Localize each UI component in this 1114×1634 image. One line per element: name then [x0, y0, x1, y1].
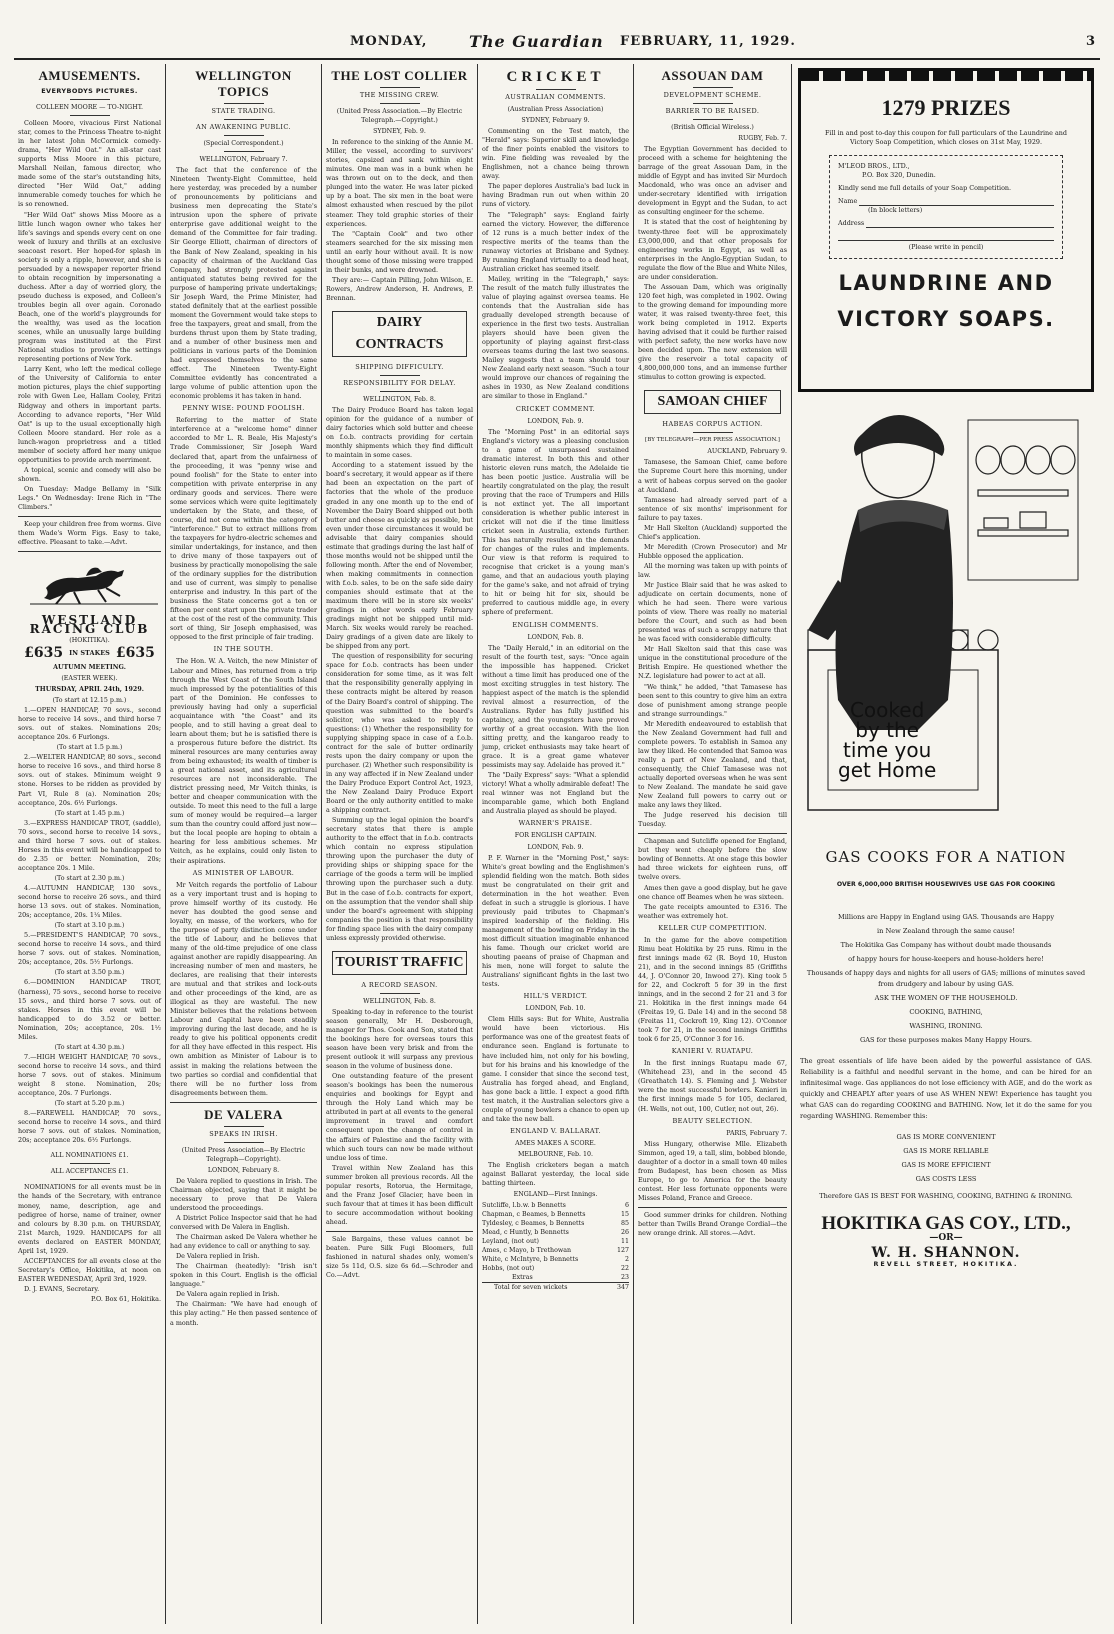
coupon-pencil: (Please write in pencil) [908, 243, 984, 251]
paragraph: Tamasese, the Samoan Chief, came before the Supreme Court here this morning, under a writ of habeas corpus served on the gaoler at Auckland. [638, 458, 787, 494]
worms-advert: Keep your children free from worms. Give them Wade's Worm Figs. Easy to take, effective. Pleasant to take.—Advt. [18, 520, 161, 547]
divider [536, 89, 576, 90]
race-entry: 1.—OPEN HANDICAP, 70 sovs., second horse to receive 14 sovs., and third horse 7 sovs. out of stakes. Nominations 20s; acceptance 20s. 6 Furlongs. [18, 706, 161, 742]
race-list [18, 696, 161, 1145]
dateline: LONDON, Feb. 9. [527, 417, 584, 425]
runs: 26 [620, 1229, 629, 1237]
amusements-body [18, 119, 161, 512]
racehorse-illustration [26, 562, 153, 606]
or-divider: —OR— [929, 1233, 963, 1243]
table-row [482, 1210, 629, 1219]
secretary-name: D. J. EVANS, Secretary. [24, 1284, 100, 1293]
shannon-name: W. H. SHANNON. [871, 1245, 1021, 1261]
coupon-box: P.O. Box 320, Dunedin. [862, 171, 936, 179]
sub-hills-verdict: HILL'S VERDICT. [523, 992, 588, 1001]
gas-paragraph: The great essentials of life have been aided by the powerful assistance of GAS. Reliability is a faithful and needful servant in the home, and can be hired for an infinitesimal wage. Gas appliances do not lose efficiency with AGE, and do the work as quickly and CHEAPLY after years of use AS WHEN NEW! Experience has taught you what GAS can do regarding COOKING and BATHING. Now, let it do the same for you regarding WASHING. Remember this: [800, 1057, 1092, 1120]
dateline: WELLINGTON, Feb. 8. [363, 395, 436, 403]
table-row [482, 1201, 629, 1210]
soap-competition-advert [798, 68, 1094, 392]
coupon-name-label: Name [838, 197, 858, 205]
table-row [482, 1273, 629, 1283]
column-amusements [14, 64, 166, 1624]
table-row [482, 1237, 629, 1246]
heading-dairy-contracts: DAIRY CONTRACTS [332, 311, 467, 357]
sub-penny-wise: PENNY WISE: POUND FOOLISH. [182, 404, 305, 413]
divider [224, 151, 264, 152]
total-label: Total for seven wickets [482, 1283, 614, 1293]
scorecard-table [482, 1201, 629, 1292]
coupon-to: M'LEOD BROS., LTD., [838, 162, 910, 170]
acceptances-notice: ACCEPTANCES for all events close at the Secretary's Office, Hokitika, at noon on EASTER WEDNESDAY, April 3rd, 1929. [18, 1256, 161, 1283]
race-time: (To start at 1.5 p.m.) [56, 744, 123, 752]
table-row [482, 1228, 629, 1237]
paragraph: The Chairman asked De Valera whether he had any evidence to call or anything to say. [170, 1233, 317, 1251]
runs: 22 [620, 1265, 629, 1273]
runs: 2 [624, 1256, 629, 1264]
association-line: (Australian Press Association) [507, 106, 604, 113]
gas-line: COOKING, BATHING, [909, 1008, 983, 1016]
paragraph: The Chairman: "We have had enough of this play acting." He then passed sentence of a month. [170, 1300, 317, 1327]
paragraph: Commenting on the Test match, the "Herald" says: Superior skill and knowledge of the finer points enabled the visitors to win. Fine fielding was revealed by the Englishmen, not a chance being thrown away. [482, 127, 629, 181]
divider [693, 432, 733, 433]
gas-line: WASHING, IRONING. [909, 1022, 983, 1030]
gas-line: in New Zealand through the same cause! [877, 927, 1015, 935]
paragraph: The fact that the conference of the Nineteen Twenty-Eight Committee, held here yesterday, was preceded by a number of pronouncements by politicians and business men deprecating the State's intrusion upon the sphere of private enterprise gave additional weight to the demand of the Committee for fair trading. Sir George Elliott, chairman of directors of the Bank of New Zealand, speaking in his capacity of chairman of the Auckland Gas Company, had strongly protested against antiquated statutes being revived for the purpose of hampering private undertakings; Sir Joseph Ward, the Prime Minister, had stated definitely that at the earliest possible moment the Government would take steps to free the taxpayers, great and small, from the burdens thrust upon them by State trading, and a number of other business men and politicians in various parts of the Dominion had expressed themselves to the same effect. The Nineteen Twenty-Eight Committee evidently has concentrated a large volume of public attention upon the economic problems it has taken in hand. [170, 166, 317, 401]
paragraph: Summing up the legal opinion the board's secretary states that there is ample authority to the effect that in f.o.b. contracts which contain no express stipulation throwing upon the purchaser the duty of providing ships or shipping space for the carriage of the goods a term will be implied throwing upon the purchaser such a duty. But in the case of f.o.b. contracts for export, on the assumption that the vendor shall ship under the board's agreement with shipping companies the position is that responsibility for finding space lies with the dairy company unless expressly provided otherwise. [326, 816, 473, 942]
sub-english-captain: FOR ENGLISH CAPTAIN. [514, 832, 597, 840]
gas-over-line: OVER 6,000,000 BRITISH HOUSEWIVES USE GAS FOR COOKING [836, 881, 1056, 888]
paragraph: De Valera replied in Irish. [176, 1252, 260, 1261]
race-entry: 7.—HIGH WEIGHT HANDICAP, 70 sovs., second horse to receive 14 sovs., and third horse 7 sovs. out of stakes. Minimum weight 8 stone. Nomination, 20s; acceptance, 20s. 7 Furlongs. [18, 1052, 161, 1098]
race-time: (To start at 1.45 p.m.) [54, 809, 125, 817]
paragraph: De Valera again replied in Irish. [176, 1290, 280, 1299]
association-line: (British Official Wireless.) [671, 124, 754, 131]
batsman: Extras [512, 1274, 533, 1282]
dateline: MELBOURNE, Feb. 10. [517, 1150, 594, 1158]
divider [638, 1207, 787, 1208]
gas-line: Thousands of happy days and nights for all users of GAS; millions of minutes saved from drudgery and labour by using GAS. [806, 969, 1086, 988]
paragraph: De Valera replied to questions in Irish. The Chairman objected, saying that it might be necessary to prove that De Valera understood the proceedings. [170, 1176, 317, 1212]
race-time: (To start at 3.50 p.m.) [54, 969, 125, 977]
shannon-address: REVELL STREET, HOKITIKA. [873, 1260, 1019, 1268]
table-row [482, 1219, 629, 1228]
gas-benefit: GAS COSTS LESS [915, 1175, 977, 1183]
race-entry: 6.—DOMINION HANDICAP TROT, (harness), 75 sovs., second horse to receive 15 sovs., and third horse 7 sovs. out of stakes. Horses in this event will be handicapped to do 3.52 or better. Nomination, 20s; acceptance, 20s. 1½ Miles. [18, 978, 161, 1041]
divider [224, 1142, 264, 1143]
coupon[interactable] [829, 155, 1063, 259]
batsman: Tyldesley, c Beames, b Bennetts [482, 1220, 585, 1228]
divider [70, 1179, 110, 1180]
paragraph: Colleen Moore, vivacious First National star, comes to the Princess Theatre to-night in her latest John McCormick comedy-drama, "Her Wild Oat." An all-star cast supports Miss Moore in this picture, Marshall Neilan, famous director, who made some of the star's outstanding hits, directed "Her Wild Oat," adding innumerable comedy touches for which he is so renowned. [18, 119, 161, 209]
table-row-total [482, 1283, 629, 1293]
competition-text: Fill in and post to-day this coupon for full particulars of the Laundrine and Victory Soap Competition, which closes on 31st May, 1929. [825, 129, 1067, 146]
sub-record-season: A RECORD SEASON. [361, 980, 438, 989]
heading-assouan-dam: ASSOUAN DAM [661, 68, 764, 83]
paragraph: One outstanding feature of the present season's bookings has been the numerous enquiries and bookings for Egypt and through the Holy Land which may be attributed in part at all events to the general improvement in travel and comfort consequent upon the change of control in the affairs of Palestine and the facility with which such tours can now be made without undue loss of time. [326, 1072, 473, 1162]
paragraph: All the morning was taken up with points of law. [638, 561, 787, 579]
race-time: (To start at 12.15 p.m.) [52, 697, 127, 705]
sub-missing-crew: THE MISSING CREW. [359, 91, 440, 99]
divider [380, 375, 420, 376]
batsman: Hobbs, (not out) [482, 1265, 535, 1273]
racing-hokitika: (HOKITIKA). [69, 637, 110, 645]
divider [18, 516, 161, 517]
paragraph: The Assouan Dam, which was originally 120 feet high, was completed in 1902. Owing to the growing demand for impounding more water, it was raised twenty-three feet, this work being completed in 1912. Experts having advised that it could be further raised with perfect safety, the new works have now been decided upon. The new extension will give the reservoir a total capacity of 4,800,000,000 tons, and an immense further stimulus to cotton growing is expected. [638, 282, 787, 382]
heading-de-valera: DE VALERA [204, 1106, 283, 1122]
runs: 127 [616, 1247, 629, 1255]
coupon-line[interactable] [838, 232, 1054, 241]
table-row [482, 1264, 629, 1273]
coupon-name-line[interactable] [859, 197, 1054, 206]
paragraph: A District Police Inspector said that he had conversed with De Valera in English. [170, 1214, 317, 1232]
divider [693, 87, 733, 88]
batsman: White, c McIntyre, b Bennetts [482, 1256, 579, 1264]
paragraph: Miss Hungary, otherwise Mlle. Elizabeth Simmon, aged 19, a tall, slim, bobbed blonde, daughter of a doctor in a small town 40 miles from Budapest, has been chosen as Miss Europe, to go to America for the beauty contest. Her less fortunate opponents were Misses Poland, France and Greece. [638, 1139, 787, 1202]
page-number: 3 [1085, 34, 1096, 49]
heading-wellington-topics: WELLINGTON TOPICS [195, 68, 292, 99]
divider [380, 103, 420, 104]
sub-cricket-comment: CRICKET COMMENT. [515, 404, 596, 413]
paragraph: A topical, scenic and comedy will also be shown. [18, 465, 161, 483]
gas-line: The Hokitika Gas Company has without doubt made thousands [840, 941, 1052, 949]
paragraph: In the first innings Ruatapu made 67, (Whitehead 23), and in the second 45 (Greathatch 14). S. Fleming and J. Webster were the most successful bowlers. Kanieri in the first innings made 5 for 105, declared, (H. Wells, not out, 100, Cutler, not out, 26). [638, 1059, 787, 1113]
stakes-amount: £635 [24, 645, 64, 662]
sub-minister-of-labour: AS MINISTER OF LABOUR. [192, 868, 295, 877]
sub-shipping-difficulty: SHIPPING DIFFICULTY. [355, 362, 444, 371]
divider [224, 119, 264, 120]
masthead-title: The Guardian [469, 32, 604, 51]
batsman: Chapman, c Beames, b Bennetts [482, 1211, 586, 1219]
cooked-line: time you [842, 738, 932, 762]
racing-club-title: WESTLAND RACING CLUB [29, 613, 150, 637]
paragraph: Tamasese had already served part of a sentence of six months' imprisonment for failure to pay taxes. [638, 495, 787, 522]
dateline: LONDON, Feb. 8. [527, 633, 584, 641]
divider [224, 135, 264, 136]
paragraph: Mr Hall Skelton said that this case was unique in the constitutional procedure of the British Empire. He questioned whether the N.Z. legislature had power to act at all. [638, 645, 787, 681]
all-acceptances: ALL ACCEPTANCES £1. [50, 1168, 129, 1176]
paragraph: P. F. Warner in the "Morning Post," says: White's great bowling and the Englishmen's splendid fielding won the match. Both sides must be congratulated on their grit and determination in the hot weather. Even defeat in such a struggle is glorious. I have previously paid tributes to Chapman's inspired leadership of the fielding. His management of the bowling on Friday in the most difficult situation imaginable enhanced his fame. Though our cricket world are shouting paeans of praise of Chapman and his men, none will forget to salute the Australians' significant fights in the last two tests. [482, 853, 629, 989]
sub-in-the-south: IN THE SOUTH. [213, 645, 274, 654]
sub-england-ballarat: ENGLAND V. BALLARAT. [510, 1126, 601, 1135]
gas-line: Millions are Happy in England using GAS. Thousands are Happy [837, 913, 1055, 921]
divider [380, 391, 420, 392]
prizes-headline: 1279 PRIZES [881, 95, 1011, 120]
gas-company-name: HOKITIKA GAS COY., LTD., [821, 1213, 1071, 1234]
gas-line: GAS for these purposes makes Many Happy Hours. [860, 1036, 1032, 1044]
autumn-meeting: AUTUMN MEETING. [53, 663, 126, 671]
coupon-address-line[interactable] [866, 219, 1054, 228]
coupon-name-row [838, 197, 1054, 206]
sub-beauty-selection: BEAUTY SELECTION. [672, 1116, 753, 1125]
cooking-illustration-advert [798, 400, 1094, 840]
paragraph: They are:— Captain Pilling, John Wilson, E. Rowers, Andrew Anderson, H. Andrews, P. Brennan. [326, 275, 473, 302]
dateline: SYDNEY, Feb. 9. [373, 128, 426, 136]
sub-australian-comments: AUSTRALIAN COMMENTS. [505, 93, 606, 101]
race-time: (To start at 5.20 p.m.) [54, 1100, 125, 1108]
innings-heading: ENGLAND—First Innings. [513, 1191, 598, 1199]
heading-tourist-traffic: TOURIST TRAFFIC [332, 951, 467, 975]
sub-kanieri-ruatapu: KANIERI V. RUATAPU. [671, 1047, 754, 1056]
gas-headline: GAS COOKS FOR A NATION [825, 848, 1067, 866]
paragraph: Travel within New Zealand has this summer broken all previous records. All the popular resorts, Rotorua, the Hermitage, and the Franz Josef Glacier, have been in such favour that at times it has been difficult to secure accommodation without booking ahead. [326, 1163, 473, 1226]
gas-benefit: GAS IS MORE CONVENIENT [896, 1133, 996, 1141]
heading-lost-collier: THE LOST COLLIER [331, 68, 468, 83]
cooked-line: get Home [838, 758, 937, 782]
stakes-amount-right: £635 [115, 645, 155, 662]
divider [18, 551, 161, 552]
heading-amusements: AMUSEMENTS. [38, 68, 141, 83]
paragraph: In the game for the above competition Rimu beat Hokitika by 25 runs. Rimu in the first innings made 62 (R. Boyd 10, Huston 21), and in the second innings 85 (Griffiths 44, J. O'Connor 20, Inwood 27). King took 5 for 22, and Cockroft 5 for 39 in the first innings, and in the second 2 for 21 and 3 for 21. Hokitika in the first innings made 64 (Freitas 19, G. Dale 14) and in the second 58 (Freitas 11, Cockroft 19, King 12). O'Connor took 7 for 21, in the second innings Griffiths took 6 for 25, O'Connor 3 for 16. [638, 935, 787, 1044]
table-row [482, 1255, 629, 1264]
cooked-line: Cooked [849, 698, 925, 722]
paragraph: The Egyptian Government has decided to proceed with a scheme for heightening the barrage of the great Assouan Dam, in the middle of Egypt and has invited Sir Murdoch Macdonald, who was once an adviser and under-secretary identified with irrigation development in Egypt and the Sudan, to act as consulting engineer for the scheme. [638, 145, 787, 217]
paragraph: The Judge reserved his decision till Tuesday. [638, 811, 787, 829]
divider [380, 87, 420, 88]
sub-ames-score: AMES MAKES A SCORE. [515, 1139, 596, 1147]
coupon-address-label: Address [838, 219, 865, 227]
divider [70, 115, 110, 116]
column-assouan-dam [634, 64, 792, 1624]
sub-keller-cup: KELLER CUP COMPETITION. [658, 923, 767, 932]
paragraph: Speaking to-day in reference to the tourist season generally, Mr H. Desborough, manager for Thos. Cook and Son, stated that the bookings here for overseas tours this season have been very brisk and from the present outlook it will surpass any previous season in the volume of business done. [326, 1007, 473, 1071]
paragraph: According to a statement issued by the board's secretary, it would appear as if there had been an expectation on the part of factories that the whole of the produce graded in any one month up to the end of November the Dairy Board shipped out both butter and cheese as quickly as possible, but even under those circumstances it would be advisable that dairy companies should estimate that gradings during the last half of those months would not be shipped until the following month. After the end of November, when making commitments in connection with f.o.b. sales, to be on the safe side dairy companies should estimate that at the maximum there will be in store six weeks' gradings in other words early February gradings might not be shipped until mid-March. Six weeks would rarely be reached. Dairy gradings of a given date are likely to be shipped from any port. [326, 461, 473, 651]
paragraph: Larry Kent, who left the medical college of the University of California to enter motion pictures, plays the chief supporting role with Gwen Lee, Hallam Cooley, Fritzi Ridgway and others in important parts. According to advance reports, "Her Wild Oat" is up to the usual exceptionally high Colleen Moore standard. Her role as a lunch-wagon proprietress and a titled member of society afford her many unique opportunities to provide arch merriment. [18, 365, 161, 464]
divider [70, 99, 110, 100]
gas-therefore: Therefore GAS IS BEST FOR WASHING, COOKING, BATHING & IRONING. [819, 1192, 1073, 1200]
paragraph: The Chairman (heatedly): "Irish isn't spoken in this Court. English is the official language." [170, 1262, 317, 1289]
secretary-box: P.O. Box 61, Hokitika. [91, 1294, 161, 1303]
masthead-day: MONDAY, [350, 34, 428, 49]
dateline: LONDON, February 8. [207, 1166, 280, 1174]
race-time: (To start at 4.30 p.m.) [54, 1043, 125, 1051]
paragraph: The gate receipts amounted to £316. The weather was extremely hot. [638, 902, 787, 920]
runs: 23 [620, 1274, 629, 1282]
gas-benefit: GAS IS MORE EFFICIENT [901, 1161, 991, 1169]
paragraph: Mr Justice Blair said that he was asked to adjudicate on certain documents, none of which he had seen. There were various points of view. There was really no material before the Court, and such as had been presented was of such a scrappy nature that he was faced with considerable difficulty. [638, 581, 787, 644]
association-line: (United Press Association—By Electric Telegraph—Copyright). [181, 1146, 306, 1163]
race-entry: 8.—FAREWELL HANDICAP, 70 sovs., second horse to receive 14 sovs., and third horse 7 sovs. out of stakes. Nomination, 20s; acceptance 20s. 6½ Furlongs. [18, 1109, 161, 1145]
gas-company-advert [800, 848, 1092, 1270]
sub-barrier: BARRIER TO BE RAISED. [665, 107, 760, 115]
advertisements-column [792, 64, 1100, 1624]
dateline: SYDNEY, February 9. [521, 117, 590, 125]
paragraph: Mr Meredith (Crown Prosecutor) and Mr Hubble opposed the application. [638, 542, 787, 560]
runs: 85 [620, 1220, 629, 1228]
all-nominations: ALL NOMINATIONS £1. [50, 1152, 129, 1160]
paragraph: Mr Meredith endeavoured to establish that the New Zealand Government had full and complete powers. To establish in Samoa any law they liked. He contended that Samoa was really a part of New Zealand, and that, consequently, the Chief Tamasese was not actually deported overseas when he was sent to New Zealand. The mandate he said gave New Zealand full powers to carry out or make any laws they liked. [638, 719, 787, 810]
easter-week: (EASTER WEEK). [61, 674, 118, 682]
batsman: Leyland, (not out) [482, 1238, 539, 1246]
sub-habeas-corpus: HABEAS CORPUS ACTION. [662, 420, 763, 429]
paragraph: The "Captain Cook" and two other steamers searched for the six missing men until an early hour without avail. It is now thought some of those missing were trapped in their bunks, and were drowned. [326, 229, 473, 274]
dateline: PARIS, February 7. [726, 1129, 787, 1137]
paragraph: "Her Wild Oat" shows Miss Moore as a little lunch wagon owner who takes her life's savings and spends every cent on one week of luxury and thrills at an exclusive seacoast resort. Her hoped-for splash in society is only a ripple, however, and she is persuaded by a newspaper reporter friend to obtain recognition by impersonating a duchess. After a day of worried glory, the pseudo duchess is exposed, and Colleen's troubles begin all over again. Coronado Beach, one of the world's playgrounds for the wealthy, was used as the location scenes, while an unusually large building program was instituted at the First National studios to provide the settings representing portions of New York. [18, 210, 161, 364]
paragraph: The "Morning Post" in an editorial says England's victory was a pleasing conclusion to a game of unsurpassed sustained dramatic interest. In both this and other historic eleven runs match, the Adelaide tie has been poetic justice. Australia will be heartily congratulated on the play, the result proving that the race of Trumpers and Hills is not extinct yet. The all important consideration is whether public interest in cricket will not die if the time limitless cricket seen in Australia, extends further. This has naturally resulted in the demands for changes of the rules and implements. Our view is that reform is required to recognise that cricket is a young man's game, and that an audacious youth playing for the game's sake, and not afraid of trying to hit or being hit for six, should be preferred to cautious middle age, in every sphere of preferment. [482, 427, 629, 617]
divider [224, 1126, 264, 1127]
dateline: WELLINGTON, Feb. 8. [363, 997, 436, 1005]
laundrine-brand: LAUNDRINE AND [838, 271, 1054, 295]
paragraph: Chapman and Sutcliffe opened for England, but they went cheaply before the slow bowling of Bennetts. At one stage this bowler had three wickets for eighteen runs, off twelve overs. [638, 837, 787, 882]
race-entry: 5.—PRESIDENT'S HANDICAP, 70 sovs., second horse to receive 14 sovs., and third horse 7 sovs. out of stakes. Nomination, 20s; acceptance, 20s. 5½ Furlongs. [18, 931, 161, 967]
paragraph: Ames then gave a good display, but he gave one chance off Beames when he was sixteen. [638, 883, 787, 901]
sale-advert: Sale Bargains, these values cannot be beaten. Pure Silk Fugi Bloomers, full fashioned in natural shades only, women's size 5s 11d, O.S. size 6s 6d.—Schroder and Co.—Advt. [326, 1234, 473, 1280]
paragraph: Mailey, writing in the "Telegraph," says: The result of the match fully illustrates the value of playing against oversea teams. He contends that the Australian side has gradually developed strength because of experience in the first two tests. Australian players should have been given the opportunity of playing against first-class overseas teams during the last two seasons. Mailey suggests that a team should tour New Zealand early next season. "Such a tour would improve our chances of regaining the ashes in 1930, as New Zealand conditions are similar to those in England." [482, 274, 629, 401]
batsman: Sutcliffe, l.b.w. b Bennetts [482, 1202, 566, 1210]
coupon-address-row [838, 219, 1054, 228]
paragraph: Clem Hills says: But for White, Australia would have been victorious. His performance was one of the greatest feats of endurance seen. England is fortunate to have included him, not only for his bowling, but for his brains and his knowledge of the game. I consider that since the second test, Australia has forged ahead, and England, has gone back a little. I expect a good fifth test match, it the Australian selectors give a couple of young bowlers a chance to open up and take the new ball. [482, 1015, 629, 1123]
paragraph: The Dairy Produce Board has taken legal opinion for the guidance of a number of dairy factories which sold butter and cheese on f.o.b. contracts providing for certain monthly shipments which they find difficult to maintain in some cases. [326, 406, 473, 460]
paragraph: The question of responsibility for securing space for f.o.b. contracts has been under consideration for some time, as it was felt that the responsibility generally applying in these contracts might be altered by reason of the Dairy Board's control of shipping. The question was submitted to the board's solicitor, who was asked to reply to questions: (1) Whether the responsibility for supplying shipping space in case of a f.o.b. contract for the sale of butter ordinarily rests upon the dairy company or upon the purchaser. (2) Whether such responsibility is in any way affected if in New Zealand under the Dairy Produce Export Control Act, 1923, the New Zealand Dairy Produce Export Board or the only authority entitled to make a shipping contract. [326, 652, 473, 815]
paragraph: Referring to the matter of State interference at a "welcome home" dinner accorded to Mr L. R. Beale, His Majesty's Trade Commissioner, Sir Joseph Ward declared that, apart from the unfairness of the proceeding, it was "penny wise and pound foolish" for the State to enter into competition with private enterprise in any ordinary goods and services. There were some services which were quite legitimately undertaken by the State, and these, of course, did not come within the category of "interference." But to extract millions from the taxpayers for hydro-electric schemes and similar undertakings, for instance, and then to drive many of those taxpayers out of business by practically monopolising the sale of the ordinary supplies for the distribution and use of current, was simply to penalise enterprise and industry. In this part of the business the State concerns got a ten or fifteen per cent start upon the private trader at the cost of the rest of the community. This sort of thing, Sir Joseph emphasised, was opposed to the first principle of fair trading. [170, 416, 317, 642]
gas-line: ASK THE WOMEN OF THE HOUSEHOLD. [874, 994, 1018, 1002]
divider [326, 1231, 473, 1232]
nominations-notice: NOMINATIONS for all events must be in the hands of the Secretary, with entrance money, name, description, age and pedigree of horse, name of trainer, owner and colours by 8.30 p.m. on THURSDAY, 21st March, 1929. HANDICAPS for all events declared on EASTER MONDAY, April 1st, 1929. [18, 1183, 161, 1255]
coupon-kindly: Kindly send me full details of your Soap Competition. [838, 184, 1012, 192]
divider [70, 1163, 110, 1164]
divider [170, 1102, 317, 1103]
cooked-line: by the [855, 718, 919, 742]
column-lost-collier [322, 64, 478, 1624]
divider [638, 833, 787, 834]
dateline: LONDON, Feb. 10. [525, 1005, 586, 1013]
gas-benefit: GAS IS MORE RELIABLE [903, 1147, 989, 1155]
heading-samoan-chief: SAMOAN CHIEF [644, 390, 781, 414]
table-row [482, 1246, 629, 1255]
paragraph: The "Telegraph" says: England fairly earned the victory. However, the difference of 12 runs is a much better index of the respective merits of the teams than the runaway victories at Brisbane and Sydney. By running England virtually to a dead heat, Australian cricket has seemed itself. [482, 210, 629, 273]
cooked-slogan [838, 700, 936, 780]
runs: 11 [620, 1238, 629, 1246]
paragraph: The "Daily Herald," in an editorial on the result of the fourth test, says: "Once again the impossible has happened. Cricket without a time limit has produced one of the most exciting struggles in test history. The happiest aspect of the match is the splendid revival almost a resurrection, of the Australians. Ryder has fully justified his captaincy, and the youngsters have proved worthy of a great occasion. With the lion sitting pretty, and the kangaroo ready to jump, cricket enthusiasts may take heart of grace. It is a great game whatever pessimists may say. Adelaide has proved it." [482, 643, 629, 770]
paragraph: The "Daily Express" says: "What a splendid victory! What a wholly admirable defeat! The real winner was not England but the incomparable game, which both England and Australia played as should be played. [482, 771, 629, 816]
sub-responsibility: RESPONSIBILITY FOR DELAY. [343, 378, 456, 387]
race-time: (To start at 2.30 p.m.) [54, 874, 125, 882]
race-entry: 4.—AUTUMN HANDICAP, 130 sovs., second horse to receive 26 sovs., and third horse 13 sovs. out of stakes. Nomination, 20s; acceptance, 20s. 1¼ Miles. [18, 884, 161, 920]
sub-development: DEVELOPMENT SCHEME. [663, 91, 762, 99]
victory-brand: VICTORY SOAPS. [837, 307, 1055, 331]
sub-state-trading: STATE TRADING. [211, 107, 276, 115]
sub-tonight: COLLEEN MOORE — TO-NIGHT. [36, 104, 143, 111]
total-runs: 347 [614, 1283, 629, 1293]
paragraph: On Tuesday: Madge Bellamy in "Silk Legs." On Wednesday: Irene Rich in "The Climbers." [18, 484, 161, 512]
divider [693, 119, 733, 120]
dateline: LONDON, Feb. 9. [527, 843, 584, 851]
divider [224, 103, 264, 104]
paragraph: The Hon. W. A. Veitch, the new Minister of Labour and Mines, has returned from a trip through the West Coast of the South Island much impressed by the potentialities of this part of the Dominion. He confesses to previously having had only a superficial acquaintance with "the Coast" and its people, and to still having a great deal to learn about them; but he is satisfied there is a prosperous future before the district. Its mineral resources are many centuries away from being exhausted; its wealth of timber is a great national asset, and its agricultural resources are not inconsiderable. The district pressing need, Mr Veitch thinks, is better and cheaper communication with the outside. To meet this need to the full a large sum of money would be required—a larger sum than the country could afford just now—but the local people are hoping to obtain a hearing for less ambitious schemes. Mr Veitch, as he explains, could only listen to their aspirations. [170, 657, 317, 865]
runs: 15 [620, 1211, 629, 1219]
divider [693, 103, 733, 104]
race-entry: 3.—EXPRESS HANDICAP TROT, (saddle), 70 sovs., second horse to receive 14 sovs., and third horse 7 sovs. out of stakes. Horses in this event will be handicapped to do 2.35 or better. Nomination, 20s; acceptance 20s. 1 Mile. [18, 818, 161, 872]
border-stripes [801, 71, 1091, 81]
paragraph: Mr Hall Skelton (Auckland) supported the Chief's application. [638, 523, 787, 541]
dateline: AUCKLAND, February 9. [707, 448, 787, 456]
batsman: Ames, c Mayo, b Trethowan [482, 1247, 572, 1255]
paragraph: In reference to the sinking of the Annie M. Miller, the vessel, according to survivors' stories, capsized and sank within eight minutes. One man was in a bunk when he was thrown out on to the deck, and then plunged into the water. He was later picked up by a boat. The six men in the boat were almost exhausted when rescued by the pilot steamer. They told graphic stories of their experiences. [326, 138, 473, 228]
race-time: (To start at 3.10 p.m.) [54, 922, 125, 930]
dateline: RUGBY, Feb. 7. [738, 135, 787, 143]
association-line: [BY TELEGRAPH—PER PRESS ASSOCIATION.] [645, 437, 780, 444]
paragraph: Mr Veitch regards the portfolio of Labour as a very important trust and is hoping to prove himself worthy of its custody. He never has doubted the good sense and loyalty, en masse, of the workers, who for the purpose of party distinction come under the title of Labour, and he believes that many of the old-time prejudice of one class against another are rapidly disappearing. An increasing number of men and masters, he declares, are realising that their interests are mutual and that strikes and lock-outs and other proceedings of the kind, are as illogical as they are wasteful. The new Minister believes that the relations between Labour and Capital have been steadily improving during the last decade, and he is ready to give his political opponents credit for all they have effected in this respect. His own ambition as Minister of Labour is to assist in making the relations between the two parties so cordial and confidential that there will be no further loss from disagreements between them. [170, 880, 317, 1097]
column-wellington-topics [166, 64, 322, 1624]
gas-line: of happy hours for house-keepers and house-holders here! [848, 955, 1044, 963]
sub-awakening: AN AWAKENING PUBLIC. [196, 123, 291, 131]
paragraph: It is stated that the cost of heightening by twenty-three feet will be approximately £3,000,000, and that other proposals for engineering works in Egypt, as well as enterprises in the Anglo-Egyptian Sudan, to regulate the flow of the Blue and White Niles, are under consideration. [638, 218, 787, 281]
masthead-date: FEBRUARY, 11, 1929. [620, 34, 796, 49]
masthead [14, 30, 1100, 60]
heading-cricket: CRICKET [506, 69, 605, 85]
coupon-block: (In block letters) [868, 206, 923, 214]
race-entry: 2.—WELTER HANDICAP, 80 sovs., second horse to receive 16 sovs., and third horse 8 sovs. out of stakes. Minimum weight 9 stone. Horses to be ridden as provided by Part VI, Rule 8 (a). Nomination 20s; acceptance, 20s. 6½ Furlongs. [18, 753, 161, 807]
stakes-word: IN STAKES [69, 649, 110, 658]
dateline: WELLINGTON, February 7. [199, 156, 288, 164]
sub-everybodys: EVERYBODYS PICTURES. [41, 87, 138, 95]
sub-warners-praise: WARNER'S PRAISE. [518, 819, 593, 828]
race-date: THURSDAY, APRIL 24th, 1929. [35, 686, 144, 694]
divider [380, 993, 420, 994]
special-correspondent: (Special Correspondent.) [203, 140, 284, 147]
sub-english-comments: ENGLISH COMMENTS. [512, 620, 599, 629]
paragraph: The English cricketers began a match against Ballarat yesterday, the local side batting thirteen. [482, 1160, 629, 1188]
paragraph: The paper deplores Australia's bad luck in having Bradman run out when within 20 runs of victory. [482, 182, 629, 209]
sub-speaks-irish: SPEAKS IN IRISH. [209, 1129, 278, 1138]
batsman: Mead, c Huntly, b Bennetts [482, 1229, 569, 1237]
stakes-banner [18, 645, 161, 662]
column-cricket [478, 64, 634, 1624]
drinks-advert: Good summer drinks for children. Nothing better than Twills Brand Orange Cordial—the new orange drink. All stores.—Advt. [638, 1210, 787, 1238]
association-line: (United Press Association.—By Electric Telegraph.—Copyright.) [336, 108, 463, 125]
runs: 6 [624, 1202, 629, 1210]
paragraph: "We think," he added, "that Tamasese has been sent to this country to give him an extra dose of punishment among strange people and strange surroundings." [638, 682, 787, 718]
